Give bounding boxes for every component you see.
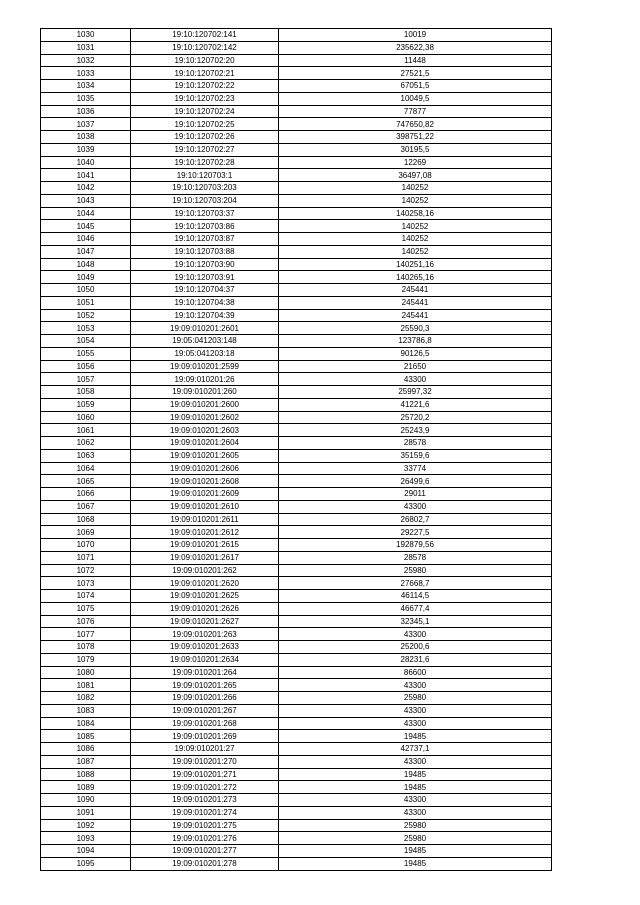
- table-row: [41, 29, 552, 42]
- cadastral-number-cell: 19:10:120702:23: [131, 92, 279, 105]
- value-cell: 25980: [279, 819, 552, 832]
- value-cell: 25980: [279, 564, 552, 577]
- table-row: [41, 118, 552, 131]
- row-number-cell: 1095: [41, 857, 131, 870]
- row-number-cell: 1088: [41, 768, 131, 781]
- value-cell: 192879,56: [279, 539, 552, 552]
- row-number-cell: 1054: [41, 335, 131, 348]
- cadastral-number-cell: 19:09:010201:2610: [131, 500, 279, 513]
- cadastral-number-cell: 19:10:120703:88: [131, 245, 279, 258]
- row-number-cell: 1077: [41, 628, 131, 641]
- value-cell: 19485: [279, 845, 552, 858]
- row-number-cell: 1081: [41, 679, 131, 692]
- row-number-cell: 1093: [41, 832, 131, 845]
- cadastral-number-cell: 19:09:010201:2608: [131, 475, 279, 488]
- row-number-cell: 1087: [41, 755, 131, 768]
- row-number-cell: 1037: [41, 118, 131, 131]
- table-row: [41, 806, 552, 819]
- value-cell: 36497,08: [279, 169, 552, 182]
- row-number-cell: 1044: [41, 207, 131, 220]
- cadastral-number-cell: 19:09:010201:266: [131, 692, 279, 705]
- row-number-cell: 1046: [41, 233, 131, 246]
- value-cell: 140252: [279, 233, 552, 246]
- row-number-cell: 1047: [41, 245, 131, 258]
- table-row: [41, 666, 552, 679]
- row-number-cell: 1051: [41, 296, 131, 309]
- cadastral-number-cell: 19:10:120702:26: [131, 131, 279, 144]
- row-number-cell: 1049: [41, 271, 131, 284]
- table-row: [41, 233, 552, 246]
- table-row: [41, 207, 552, 220]
- value-cell: 21650: [279, 360, 552, 373]
- value-cell: 43300: [279, 704, 552, 717]
- value-cell: 28231,6: [279, 653, 552, 666]
- value-cell: 140252: [279, 182, 552, 195]
- table-row: [41, 653, 552, 666]
- table-row: [41, 717, 552, 730]
- cadastral-number-cell: 19:10:120703:204: [131, 194, 279, 207]
- value-cell: 43300: [279, 806, 552, 819]
- value-cell: 19485: [279, 768, 552, 781]
- cadastral-number-cell: 19:10:120704:39: [131, 309, 279, 322]
- cadastral-number-cell: 19:09:010201:272: [131, 781, 279, 794]
- table-row: [41, 194, 552, 207]
- value-cell: 25590,3: [279, 322, 552, 335]
- value-cell: 43300: [279, 679, 552, 692]
- value-cell: 140251,16: [279, 258, 552, 271]
- row-number-cell: 1035: [41, 92, 131, 105]
- value-cell: 33774: [279, 462, 552, 475]
- value-cell: 35159,6: [279, 449, 552, 462]
- cadastral-number-cell: 19:10:120704:38: [131, 296, 279, 309]
- row-number-cell: 1075: [41, 602, 131, 615]
- value-cell: 140252: [279, 220, 552, 233]
- value-cell: 43300: [279, 628, 552, 641]
- table-row: [41, 755, 552, 768]
- value-cell: 25980: [279, 832, 552, 845]
- table-row: [41, 347, 552, 360]
- row-number-cell: 1074: [41, 590, 131, 603]
- table-row: [41, 449, 552, 462]
- value-cell: 12269: [279, 156, 552, 169]
- value-cell: 32345,1: [279, 615, 552, 628]
- row-number-cell: 1063: [41, 449, 131, 462]
- cadastral-number-cell: 19:09:010201:273: [131, 794, 279, 807]
- value-cell: 26499,6: [279, 475, 552, 488]
- row-number-cell: 1048: [41, 258, 131, 271]
- cadastral-number-cell: 19:09:010201:260: [131, 386, 279, 399]
- table-row: [41, 564, 552, 577]
- value-cell: 29227,5: [279, 526, 552, 539]
- value-cell: 245441: [279, 284, 552, 297]
- row-number-cell: 1079: [41, 653, 131, 666]
- row-number-cell: 1085: [41, 730, 131, 743]
- row-number-cell: 1090: [41, 794, 131, 807]
- table-row: [41, 857, 552, 870]
- cadastral-number-cell: 19:09:010201:278: [131, 857, 279, 870]
- value-cell: 123786,8: [279, 335, 552, 348]
- value-cell: 140252: [279, 245, 552, 258]
- table-row: [41, 794, 552, 807]
- value-cell: 26802,7: [279, 513, 552, 526]
- table-row: [41, 309, 552, 322]
- cadastral-number-cell: 19:09:010201:276: [131, 832, 279, 845]
- row-number-cell: 1065: [41, 475, 131, 488]
- table-row: [41, 271, 552, 284]
- cadastral-number-cell: 19:09:010201:2601: [131, 322, 279, 335]
- cadastral-number-cell: 19:09:010201:2606: [131, 462, 279, 475]
- value-cell: 27521,5: [279, 67, 552, 80]
- value-cell: 245441: [279, 296, 552, 309]
- value-cell: 25200,6: [279, 641, 552, 654]
- value-cell: 46677,4: [279, 602, 552, 615]
- value-cell: 140258,16: [279, 207, 552, 220]
- cadastral-number-cell: 19:10:120702:25: [131, 118, 279, 131]
- cadastral-number-cell: 19:09:010201:277: [131, 845, 279, 858]
- cadastral-number-cell: 19:09:010201:269: [131, 730, 279, 743]
- value-cell: 25997,32: [279, 386, 552, 399]
- cadastral-number-cell: 19:09:010201:262: [131, 564, 279, 577]
- table-row: [41, 539, 552, 552]
- row-number-cell: 1050: [41, 284, 131, 297]
- value-cell: 43300: [279, 373, 552, 386]
- value-cell: 19485: [279, 730, 552, 743]
- cadastral-number-cell: 19:09:010201:2602: [131, 411, 279, 424]
- row-number-cell: 1086: [41, 743, 131, 756]
- cadastral-number-cell: 19:10:120703:203: [131, 182, 279, 195]
- value-cell: 43300: [279, 794, 552, 807]
- cadastral-number-cell: 19:09:010201:2603: [131, 424, 279, 437]
- table-row: [41, 131, 552, 144]
- table-row: [41, 500, 552, 513]
- cadastral-number-cell: 19:10:120703:90: [131, 258, 279, 271]
- row-number-cell: 1052: [41, 309, 131, 322]
- row-number-cell: 1057: [41, 373, 131, 386]
- cadastral-number-cell: 19:09:010201:275: [131, 819, 279, 832]
- row-number-cell: 1034: [41, 80, 131, 93]
- table-row: [41, 360, 552, 373]
- value-cell: 245441: [279, 309, 552, 322]
- cadastral-number-cell: 19:10:120702:142: [131, 41, 279, 54]
- cadastral-number-cell: 19:05:041203:18: [131, 347, 279, 360]
- table-row: [41, 322, 552, 335]
- cadastral-number-cell: 19:09:010201:2611: [131, 513, 279, 526]
- table-row: [41, 424, 552, 437]
- cadastral-number-cell: 19:09:010201:2612: [131, 526, 279, 539]
- table-row: [41, 182, 552, 195]
- table-row: [41, 641, 552, 654]
- table-row: [41, 819, 552, 832]
- row-number-cell: 1078: [41, 641, 131, 654]
- table-row: [41, 411, 552, 424]
- row-number-cell: 1061: [41, 424, 131, 437]
- value-cell: 19485: [279, 781, 552, 794]
- value-cell: 67051,5: [279, 80, 552, 93]
- row-number-cell: 1091: [41, 806, 131, 819]
- cadastral-number-cell: 19:09:010201:2609: [131, 488, 279, 501]
- cadastral-number-cell: 19:09:010201:2617: [131, 551, 279, 564]
- cadastral-number-cell: 19:10:120704:37: [131, 284, 279, 297]
- cadastral-number-cell: 19:09:010201:264: [131, 666, 279, 679]
- table-row: [41, 143, 552, 156]
- table-row: [41, 551, 552, 564]
- cadastral-number-cell: 19:09:010201:2605: [131, 449, 279, 462]
- row-number-cell: 1069: [41, 526, 131, 539]
- value-cell: 27668,7: [279, 577, 552, 590]
- cadastral-number-cell: 19:09:010201:270: [131, 755, 279, 768]
- row-number-cell: 1039: [41, 143, 131, 156]
- cadastral-number-cell: 19:10:120702:28: [131, 156, 279, 169]
- table-row: [41, 526, 552, 539]
- row-number-cell: 1060: [41, 411, 131, 424]
- value-cell: 77877: [279, 105, 552, 118]
- row-number-cell: 1058: [41, 386, 131, 399]
- table-row: [41, 105, 552, 118]
- table-row: [41, 220, 552, 233]
- row-number-cell: 1094: [41, 845, 131, 858]
- cadastral-number-cell: 19:10:120703:1: [131, 169, 279, 182]
- table-row: [41, 615, 552, 628]
- table-row: [41, 169, 552, 182]
- value-cell: 43300: [279, 717, 552, 730]
- row-number-cell: 1083: [41, 704, 131, 717]
- row-number-cell: 1042: [41, 182, 131, 195]
- row-number-cell: 1068: [41, 513, 131, 526]
- table-row: [41, 54, 552, 67]
- row-number-cell: 1040: [41, 156, 131, 169]
- cadastral-number-cell: 19:10:120702:24: [131, 105, 279, 118]
- table-row: [41, 577, 552, 590]
- value-cell: 25243,9: [279, 424, 552, 437]
- value-cell: 140265,16: [279, 271, 552, 284]
- table-row: [41, 80, 552, 93]
- cadastral-number-cell: 19:09:010201:26: [131, 373, 279, 386]
- value-cell: 43300: [279, 500, 552, 513]
- table-row: [41, 781, 552, 794]
- row-number-cell: 1064: [41, 462, 131, 475]
- row-number-cell: 1071: [41, 551, 131, 564]
- row-number-cell: 1053: [41, 322, 131, 335]
- table-row: [41, 602, 552, 615]
- cadastral-number-cell: 19:09:010201:2604: [131, 437, 279, 450]
- cadastral-number-cell: 19:10:120702:141: [131, 29, 279, 42]
- table-row: [41, 692, 552, 705]
- cadastral-number-cell: 19:05:041203:148: [131, 335, 279, 348]
- cadastral-number-cell: 19:09:010201:265: [131, 679, 279, 692]
- value-cell: 43300: [279, 755, 552, 768]
- table-row: [41, 768, 552, 781]
- row-number-cell: 1031: [41, 41, 131, 54]
- row-number-cell: 1067: [41, 500, 131, 513]
- cadastral-number-cell: 19:10:120703:86: [131, 220, 279, 233]
- value-cell: 19485: [279, 857, 552, 870]
- row-number-cell: 1080: [41, 666, 131, 679]
- cadastral-number-cell: 19:10:120702:20: [131, 54, 279, 67]
- row-number-cell: 1062: [41, 437, 131, 450]
- table-row: [41, 590, 552, 603]
- value-cell: 398751,22: [279, 131, 552, 144]
- value-cell: 86600: [279, 666, 552, 679]
- row-number-cell: 1056: [41, 360, 131, 373]
- value-cell: 90126,5: [279, 347, 552, 360]
- cadastral-number-cell: 19:09:010201:2600: [131, 398, 279, 411]
- value-cell: 42737,1: [279, 743, 552, 756]
- table-row: [41, 437, 552, 450]
- cadastral-number-cell: 19:10:120703:91: [131, 271, 279, 284]
- row-number-cell: 1055: [41, 347, 131, 360]
- value-cell: 46114,5: [279, 590, 552, 603]
- table-row: [41, 628, 552, 641]
- row-number-cell: 1089: [41, 781, 131, 794]
- table-row: [41, 513, 552, 526]
- table-row: [41, 284, 552, 297]
- cadastral-number-cell: 19:10:120703:37: [131, 207, 279, 220]
- table-row: [41, 335, 552, 348]
- row-number-cell: 1073: [41, 577, 131, 590]
- row-number-cell: 1066: [41, 488, 131, 501]
- table-row: [41, 845, 552, 858]
- table-row: [41, 156, 552, 169]
- table-row: [41, 92, 552, 105]
- value-cell: 41221,6: [279, 398, 552, 411]
- table-row: [41, 296, 552, 309]
- cadastral-number-cell: 19:10:120703:87: [131, 233, 279, 246]
- table-row: [41, 67, 552, 80]
- cadastral-number-cell: 19:10:120702:21: [131, 67, 279, 80]
- table-row: [41, 258, 552, 271]
- value-cell: 10049,5: [279, 92, 552, 105]
- table-row: [41, 386, 552, 399]
- row-number-cell: 1041: [41, 169, 131, 182]
- value-cell: 29011: [279, 488, 552, 501]
- cadastral-number-cell: 19:09:010201:27: [131, 743, 279, 756]
- document-page: [40, 28, 551, 871]
- value-cell: 235622,38: [279, 41, 552, 54]
- table-row: [41, 730, 552, 743]
- value-cell: 11448: [279, 54, 552, 67]
- table-row: [41, 704, 552, 717]
- value-cell: 30195,5: [279, 143, 552, 156]
- row-number-cell: 1045: [41, 220, 131, 233]
- row-number-cell: 1092: [41, 819, 131, 832]
- row-number-cell: 1043: [41, 194, 131, 207]
- table-row: [41, 488, 552, 501]
- row-number-cell: 1084: [41, 717, 131, 730]
- cadastral-number-cell: 19:09:010201:2633: [131, 641, 279, 654]
- row-number-cell: 1038: [41, 131, 131, 144]
- value-cell: 10019: [279, 29, 552, 42]
- cadastral-number-cell: 19:09:010201:274: [131, 806, 279, 819]
- table-row: [41, 475, 552, 488]
- cadastral-number-cell: 19:09:010201:267: [131, 704, 279, 717]
- row-number-cell: 1072: [41, 564, 131, 577]
- row-number-cell: 1030: [41, 29, 131, 42]
- cadastral-number-cell: 19:09:010201:268: [131, 717, 279, 730]
- row-number-cell: 1033: [41, 67, 131, 80]
- row-number-cell: 1032: [41, 54, 131, 67]
- cadastral-number-cell: 19:09:010201:271: [131, 768, 279, 781]
- row-number-cell: 1070: [41, 539, 131, 552]
- table-row: [41, 41, 552, 54]
- value-cell: 28578: [279, 551, 552, 564]
- cadastral-number-cell: 19:09:010201:2634: [131, 653, 279, 666]
- table-row: [41, 743, 552, 756]
- cadastral-number-cell: 19:09:010201:2620: [131, 577, 279, 590]
- table-row: [41, 373, 552, 386]
- table-row: [41, 679, 552, 692]
- cadastral-number-cell: 19:10:120702:22: [131, 80, 279, 93]
- cadastral-number-cell: 19:09:010201:2615: [131, 539, 279, 552]
- cadastral-number-cell: 19:09:010201:2626: [131, 602, 279, 615]
- value-cell: 25720,2: [279, 411, 552, 424]
- table-row: [41, 462, 552, 475]
- value-cell: 747650,82: [279, 118, 552, 131]
- cadastral-number-cell: 19:09:010201:2627: [131, 615, 279, 628]
- data-table: [40, 28, 552, 871]
- row-number-cell: 1059: [41, 398, 131, 411]
- row-number-cell: 1076: [41, 615, 131, 628]
- table-row: [41, 398, 552, 411]
- cadastral-number-cell: 19:09:010201:2625: [131, 590, 279, 603]
- value-cell: 28578: [279, 437, 552, 450]
- table-row: [41, 832, 552, 845]
- value-cell: 25980: [279, 692, 552, 705]
- table-row: [41, 245, 552, 258]
- cadastral-number-cell: 19:10:120702:27: [131, 143, 279, 156]
- row-number-cell: 1036: [41, 105, 131, 118]
- cadastral-number-cell: 19:09:010201:2599: [131, 360, 279, 373]
- table-body: [41, 29, 552, 871]
- value-cell: 140252: [279, 194, 552, 207]
- row-number-cell: 1082: [41, 692, 131, 705]
- cadastral-number-cell: 19:09:010201:263: [131, 628, 279, 641]
